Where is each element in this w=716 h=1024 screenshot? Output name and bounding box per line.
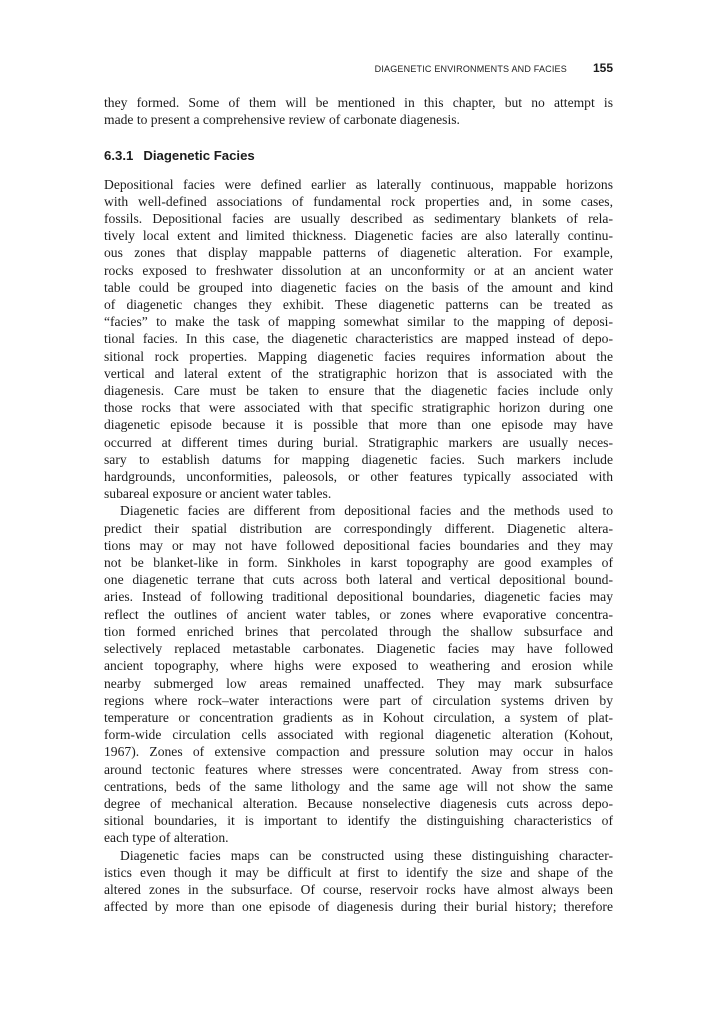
text-line: temperature or concentration gradients as in Kohout circulation, a system of plat- [104,709,613,725]
text-line: tively local extent and limited thickness. Diagenetic facies are also laterally continu- [104,228,613,244]
text-line: they formed. Some of them will be mentioned in this chapter, but no attempt is [104,95,613,110]
text-line: around tectonic features where stresses were concentrated. Away from stress con- [104,761,613,777]
text-line: reflect the outlines of ancient water tables, or zones where evaporative concentra- [104,606,613,622]
text-line: regions where rock–water interactions were part of circulation systems driven by [104,692,613,708]
text-line: ancient topography, where highs were exposed to weathering and erosion while [104,658,613,674]
text-line: rocks exposed to freshwater dissolution at an unconformity or at an ancient water [104,262,613,278]
intro-paragraph [104,94,613,128]
paragraph-2 [104,502,613,846]
text-line: tion formed enriched brines that percolated through the shallow subsurface and [104,623,613,639]
text-line: ous zones that display mappable patterns of diagenetic alteration. For example, [104,245,613,261]
text-line: those rocks that were associated with that specific stratigraphic horizon during one [104,400,613,416]
text-line: table could be grouped into diagenetic facies on the basis of the amount and kind [104,279,613,295]
text-line: Diagenetic facies maps can be constructed using these distinguishing character- [120,847,613,863]
text-line: each type of alteration. [104,830,229,846]
page-number: 155 [592,61,613,75]
text-line: one diagenetic terrane that cuts across both lateral and vertical depositional bound- [104,572,613,588]
text-line: hardgrounds, unconformities, paleosols, or other features typically associated with [104,469,613,485]
text-line: Depositional facies were defined earlier as laterally continuous, mappable horizons [104,176,613,192]
text-line: fossils. Depositional facies are usually described as sedimentary blankets of rela- [104,211,613,227]
text-line: diagenesis. Care must be taken to ensure that the diagenetic facies include only [104,383,613,399]
text-line: sitional rock properties. Mapping diagenetic facies requires information about the [104,348,613,364]
text-line: Diagenetic facies are different from depositional facies and the methods used to [120,503,613,519]
text-line: centrations, beds of the same lithology and the same age will not show the same [104,778,613,794]
text-line: aries. Instead of following traditional depositional boundaries, diagenetic facies may [104,589,613,605]
text-line: altered zones in the subsurface. Of course, reservoir rocks have almost always been [104,881,613,897]
running-head [104,61,613,75]
text-line: selectively replaced metastable carbonates. Diagenetic facies may have followed [104,641,613,657]
section-number: 6.3.1 [104,148,134,164]
text-line: occurred at different times during burial. Stratigraphic markers are usually neces- [104,434,613,450]
text-line: of diagenetic changes they exhibit. These diagenetic patterns can be treated as [104,297,613,313]
section-heading [104,147,613,164]
text-line: not be blanket-like in form. Sinkholes in karst topography are good examples of [104,555,613,571]
paragraph-3 [104,847,613,916]
section-title: Diagenetic Facies [143,148,255,164]
text-line: vertical and lateral extent of the stratigraphic horizon that is associated with the [104,365,613,381]
text-line: sitional boundaries, it is important to identify the distinguishing characteristics of [104,813,613,829]
text-line: tional facies. In this case, the diagenetic characteristics are mapped instead of depo- [104,331,613,347]
text-line: with well-defined associations of fundamental rock properties and, in some cases, [104,193,613,209]
text-line: “facies” to make the task of mapping somewhat similar to the mapping of deposi- [104,314,613,330]
text-line: sary to establish datums for mapping diagenetic facies. Such markers include [104,451,613,467]
running-title: DIAGENETIC ENVIRONMENTS AND FACIES [374,64,567,74]
text-line: tions may or may not have followed depositional facies boundaries and they may [104,537,613,553]
text-line: affected by more than one episode of diagenesis during their burial history; therefore [104,899,613,915]
body-text [104,94,613,915]
text-line: form-wide circulation cells associated with regional diagenetic alteration (Kohout, [104,727,613,743]
paragraph-1 [104,176,613,503]
text-line: subareal exposure or ancient water tables. [104,486,332,502]
text-line: predict their spatial distribution are correspondingly different. Diagenetic altera- [104,520,613,536]
text-line: diagenetic episode because it is possible that more than one episode may have [104,417,613,433]
text-line: 1967). Zones of extensive compaction and pressure solution may occur in halos [104,744,613,760]
text-line: made to present a comprehensive review of carbonate diagenesis. [104,112,460,128]
text-line: nearby submerged low areas remained unaffected. They may mark subsurface [104,675,613,691]
text-line: istics even though it may be difficult at first to identify the size and shape of the [104,864,613,880]
text-line: degree of mechanical alteration. Because nonselective diagenesis cuts across depo- [104,795,613,811]
